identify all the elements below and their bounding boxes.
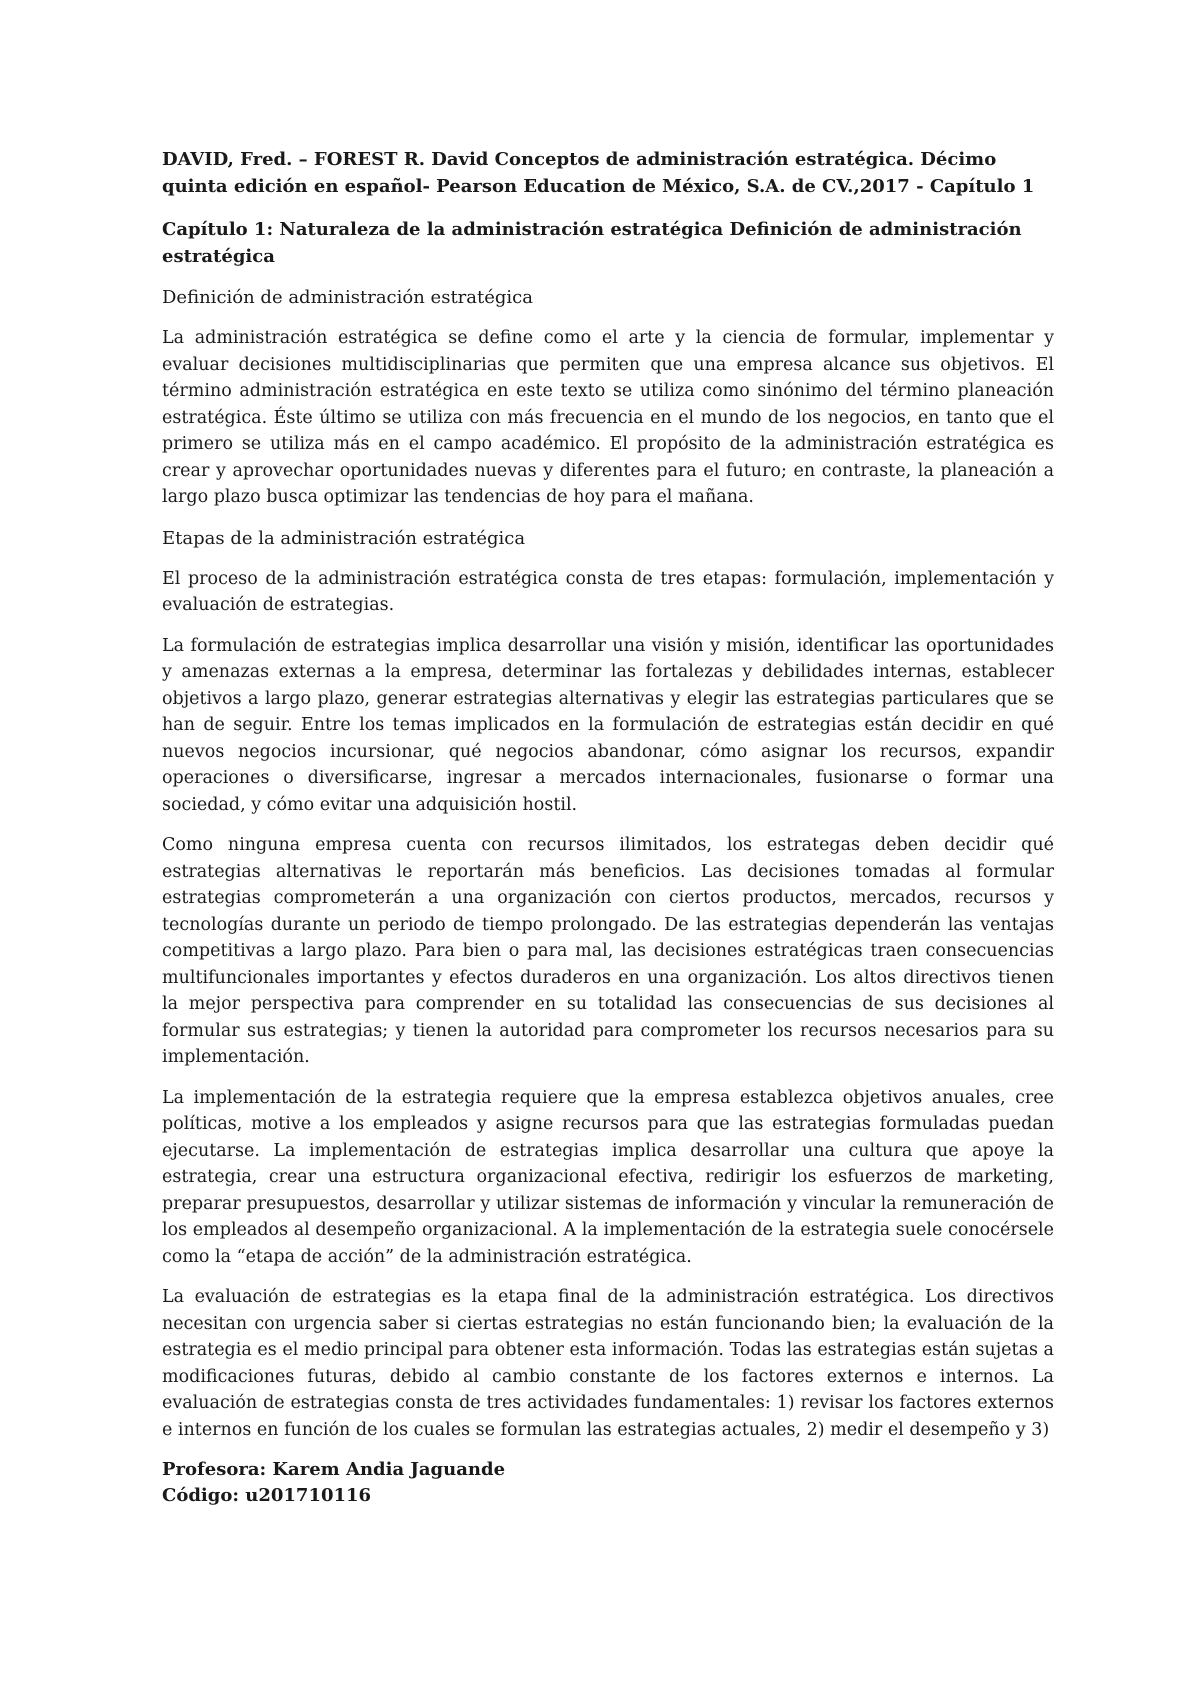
paragraph-evaluation: La evaluación de estrategias es la etapa final de la administración estratégica. Los directivos necesitan con urgencia saber si ciertas estrategias no están funcionando bien; la evaluación de la estrategia es el medio principal para obtener esta información. Todas las estrategias están sujetas a modificaciones futuras, debido al cambio constante de los factores externos e internos. La evaluación de estrategias consta de tres actividades fundamentales: 1) revisar los factores externos e internos en función de los cuales se formulan las estrategias actuales, 2) medir el desempeño y 3)	[162, 1287, 1054, 1440]
document-content	[162, 146, 1054, 1509]
paragraph-resources: Como ninguna empresa cuenta con recursos ilimitados, los estrategas deben decidir qué estrategias alternativas le reportarán más beneficios. Las decisiones tomadas al formular estrategias comprometerán a una organización con ciertos productos, mercados, recursos y tecnologías durante un periodo de tiempo prolongado. De las estrategias dependerán las ventajas competitivas a largo plazo. Para bien o para mal, las decisiones estratégicas traen consecuencias multifuncionales importantes y efectos duraderos en una organización. Los altos directivos tienen la mejor perspectiva para comprender en su totalidad las consecuencias de sus decisiones al formular sus estrategias; y tienen la autoridad para comprometer los recursos necesarios para su implementación.	[162, 835, 1054, 1067]
bibliography-reference: DAVID, Fred. – FOREST R. David Conceptos de administración estratégica. Décimo quinta edición en español- Pearson Education de México, S.A. de CV.,2017 - Capítulo 1	[162, 149, 1035, 197]
paragraph-implementation: La implementación de la estrategia requiere que la empresa establezca objetivos anuales, cree políticas, motive a los empleados y asigne recursos para que las estrategias formuladas puedan ejecutarse. La implementación de estrategias implica desarrollar una cultura que apoye la estrategia, crear una estructura organizacional efectiva, redirigir los esfuerzos de marketing, preparar presupuestos, desarrollar y utilizar sistemas de información y vincular la remuneración de los empleados al desempeño organizacional. A la implementación de la estrategia suele conocérsele como la “etapa de acción” de la administración estratégica.	[162, 1087, 1054, 1267]
student-code: Código: u201710116	[162, 1485, 372, 1506]
professor-name: Profesora: Karem Andia Jaguande	[162, 1459, 506, 1480]
heading-definition: Definición de administración estratégica	[162, 287, 533, 308]
chapter-title: Capítulo 1: Naturaleza de la administración estratégica Definición de administración estratégica	[162, 219, 1022, 267]
paragraph-definition: La administración estratégica se define como el arte y la ciencia de formular, implementar y evaluar decisiones multidisciplinarias que permiten que una empresa alcance sus objetivos. El término administración estratégica en este texto se utiliza como sinónimo del término planeación estratégica. Éste último se utiliza con más frecuencia en el mundo de los negocios, en tanto que el primero se utiliza más en el campo académico. El propósito de la administración estratégica es crear y aprovechar oportunidades nuevas y diferentes para el futuro; en contraste, la planeación a largo plazo busca optimizar las tendencias de hoy para el mañana.	[162, 328, 1054, 507]
author-info	[162, 1457, 1054, 1509]
paragraph-formulation: La formulación de estrategias implica desarrollar una visión y misión, identificar las oportunidades y amenazas externas a la empresa, determinar las fortalezas y debilidades internas, establecer objetivos a largo plazo, generar estrategias alternativas y elegir las estrategias particulares que se han de seguir. Entre los temas implicados en la formulación de estrategias están decidir en qué nuevos negocios incursionar, qué negocios abandonar, cómo asignar los recursos, expandir operaciones o diversificarse, ingresar a mercados internacionales, fusionarse o formar una sociedad, y cómo evitar una adquisición hostil.	[162, 635, 1054, 815]
paragraph-stages: El proceso de la administración estratégica consta de tres etapas: formulación, implementación y evaluación de estrategias.	[162, 568, 1054, 615]
heading-stages: Etapas de la administración estratégica	[162, 527, 526, 549]
